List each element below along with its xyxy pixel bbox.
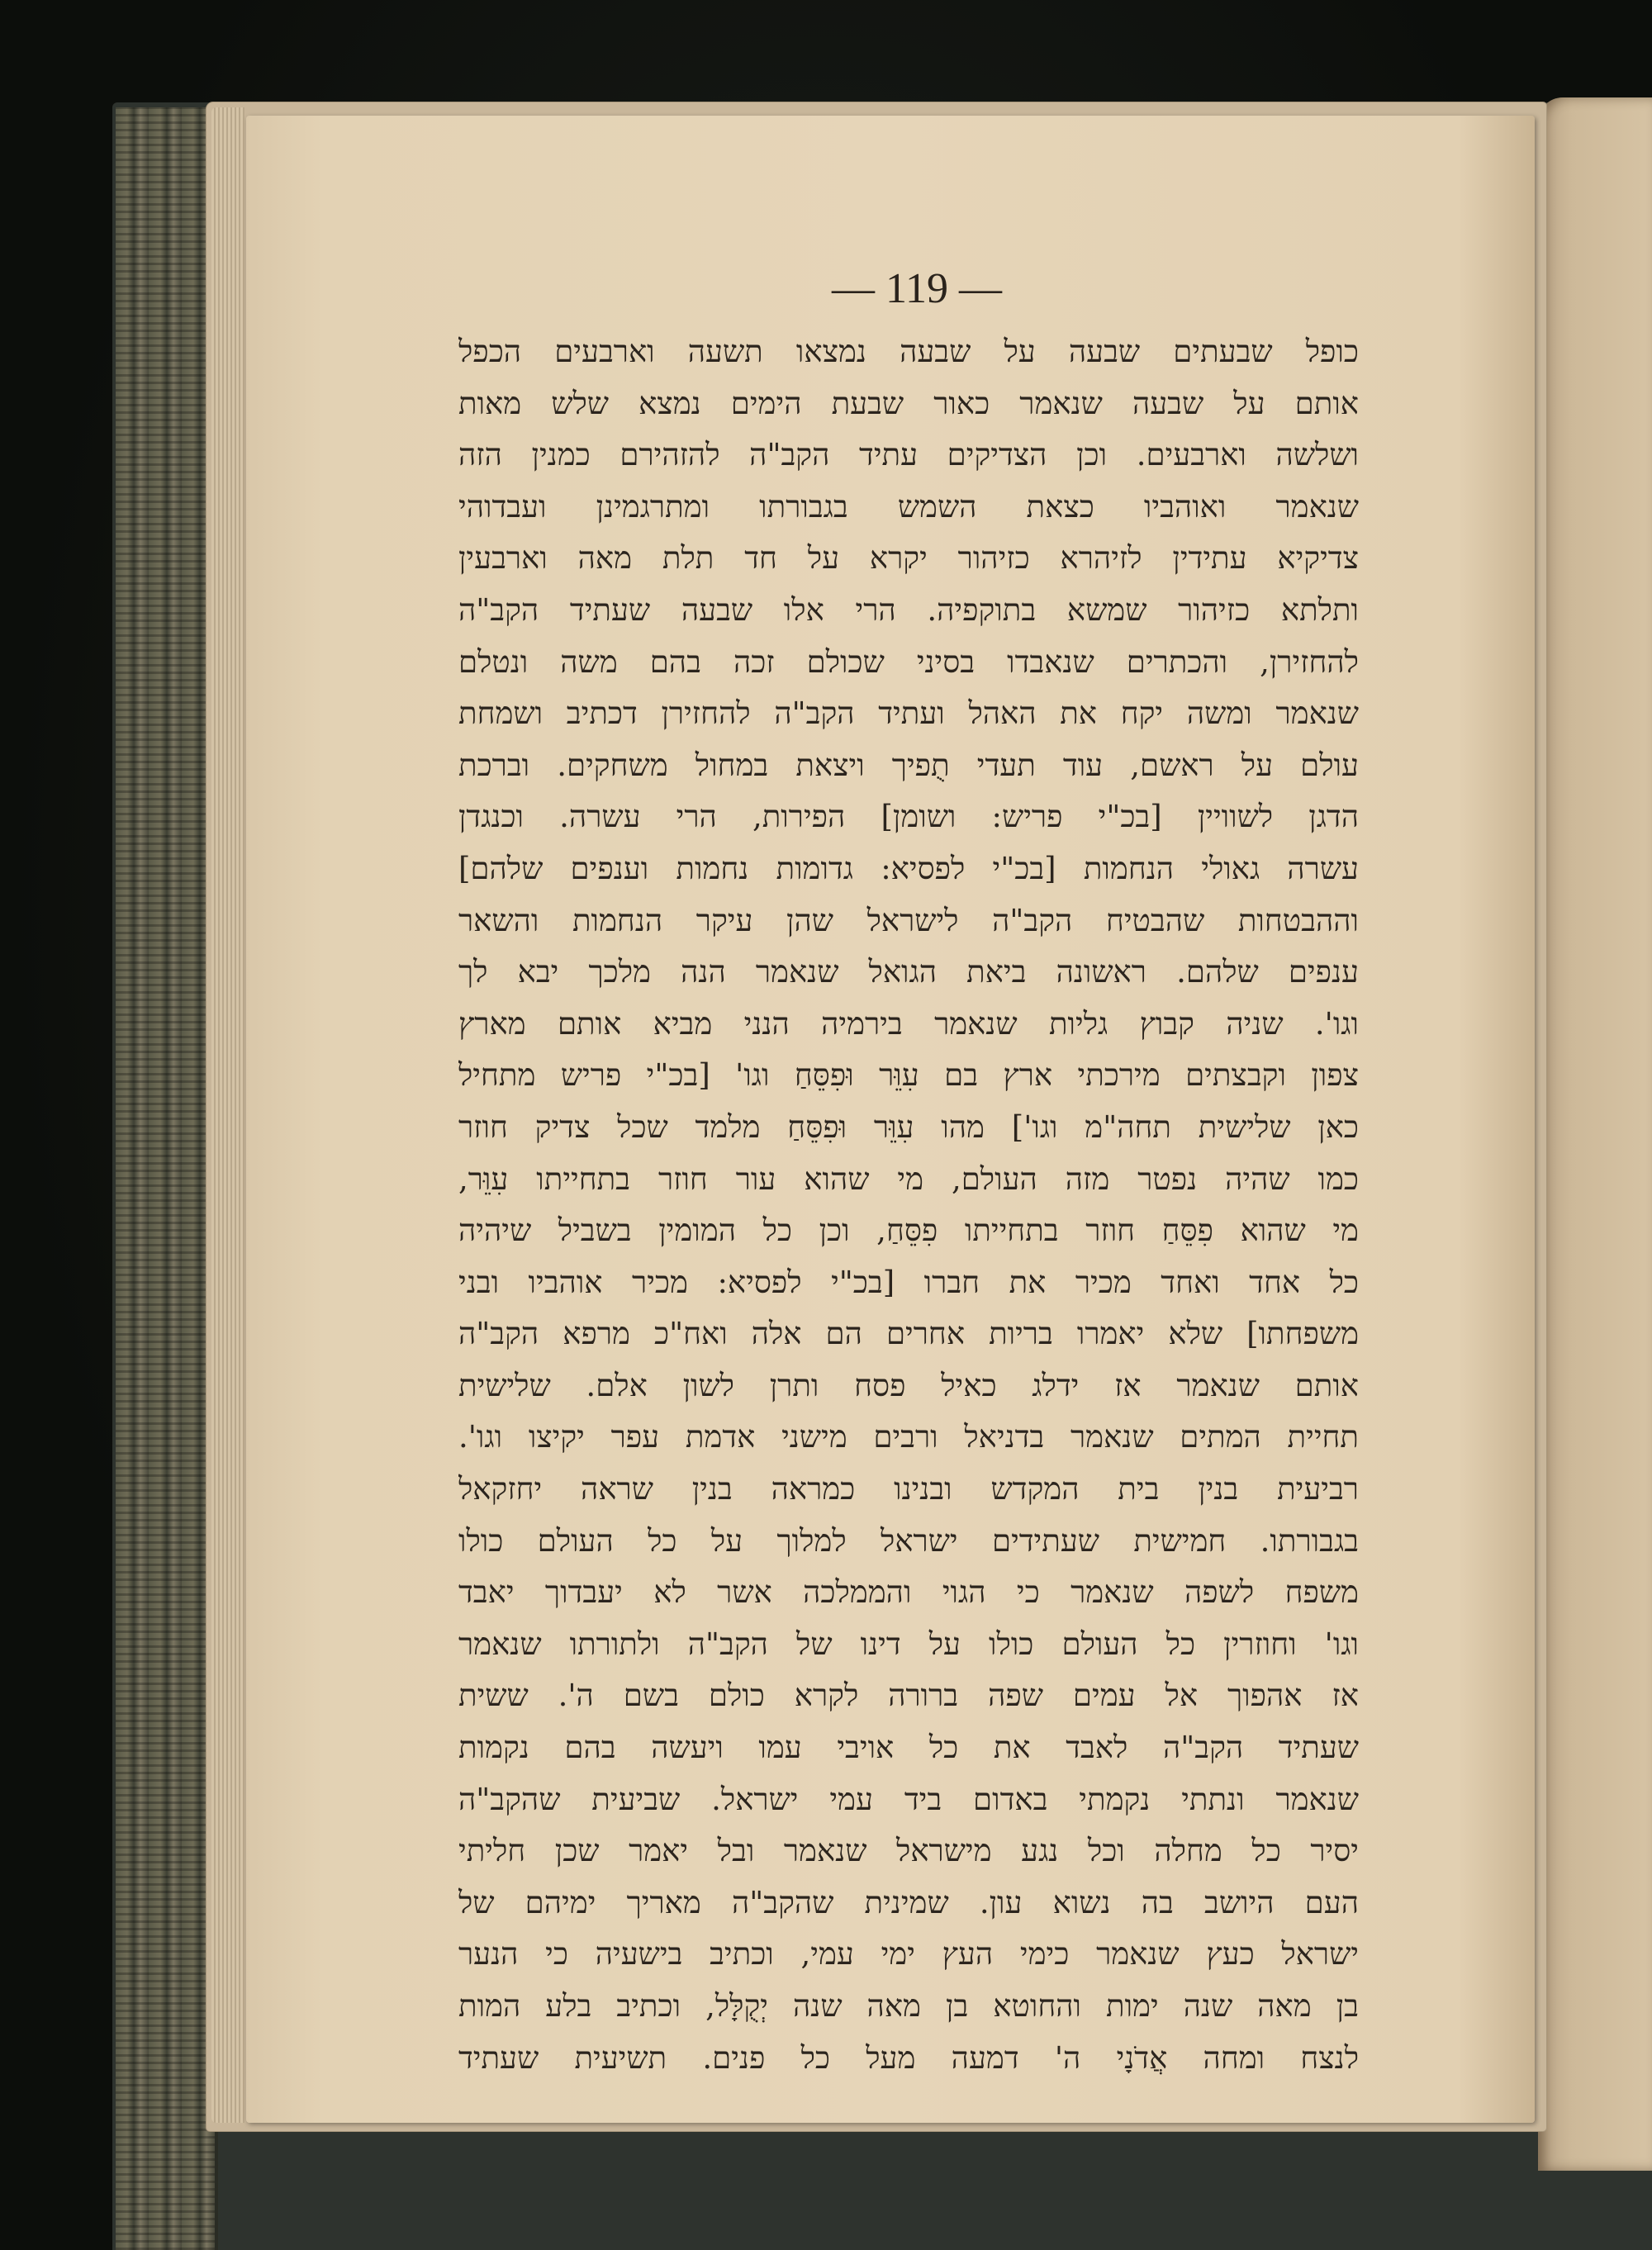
text-line: להחזירן, והכתרים שנאבדו בסיני שכולם זכה בהם משה ונטלם <box>458 643 1359 680</box>
text-line: ענפים שלהם. ראשונה ביאת הגואל שנאמר הנה מלכך יבא לך <box>458 954 1359 990</box>
text-line: וגו' וחוזרין כל העולם כולו על דינו של הקב"ה ולתורתו שנאמר <box>458 1626 1359 1662</box>
page-number: — 119 — <box>831 265 1003 312</box>
text-line: העם היושב בה נשוא עון. שמינית שהקב"ה מאריך ימיהם של <box>458 1884 1359 1920</box>
text-line: הדגן לשוויין [בכ"י פריש: ושומן] הפירות, הרי עשרה. וכנגדן <box>458 799 1359 835</box>
text-line: שנאמר ומשה יקח את האהל ועתיד הקב"ה להחזירן דכתיב ושמחת <box>458 695 1359 732</box>
text-line: משפח לשפה שנאמר כי הגוי והממלכה אשר לא יעבדוך יאבד <box>458 1574 1359 1611</box>
hebrew-text-block <box>458 326 1359 2084</box>
text-line: צפון וקבצתים מירכתי ארץ בם עִוֵּר וּפִסֵּחַ וגו' [בכ"י פריש מתחיל <box>458 1057 1359 1094</box>
book-spine-binding <box>116 107 218 2250</box>
text-line: ושלשה וארבעים. וכן הצדיקים עתיד הקב"ה להזהירם כמנין הזה <box>458 437 1359 473</box>
page-stack-edge <box>211 107 244 2123</box>
text-line: משפחתו] שלא יאמרו בריות אחרים הם אלה ואח"כ מרפא הקב"ה <box>458 1316 1359 1352</box>
text-line: עולם על ראשם, עוד תעדי תֻפיך ויצאת במחול משחקים. וברכת <box>458 747 1359 783</box>
text-line: בן מאה שנה ימות והחוטא בן מאה שנה יְקֻלָּל, וכתיב בלע המות <box>458 1988 1359 2024</box>
text-line: לנצח ומחה אֲדֹנָי ה' דמעה מעל כל פנים. תשיעית שעתיד <box>458 2039 1359 2076</box>
text-line: ישראל כעץ שנאמר כימי העץ ימי עמי, וכתיב בישעיה כי הנער <box>458 1936 1359 1972</box>
text-line: רביעית בנין בית המקדש ובנינו כמראה בנין שראה יחזקאל <box>458 1471 1359 1507</box>
text-line: שנאמר ונתתי נקמתי באדום ביד עמי ישראל. שביעית שהקב"ה <box>458 1781 1359 1817</box>
text-line: כופל שבעתים שבעה על שבעה נמצאו תשעה וארבעים הכפל <box>458 334 1359 369</box>
text-line: אותם שנאמר אז ידלג כאיל פסח ותרן לשון אלם. שלישית <box>458 1367 1359 1403</box>
text-line: ותלתא כזיהור שמשא בתוקפיה. הרי אלו שבעה שעתיד הקב"ה <box>458 591 1359 628</box>
text-line: כמו שהיה נפטר מזה העולם, מי שהוא עור חוזר בתחייתו עִוֵּר, <box>458 1161 1359 1197</box>
text-line: אז אהפוך אל עמים שפה ברורה לקרא כולם בשם ה'. ששית <box>458 1678 1359 1714</box>
text-line: עשרה גאולי הנחמות [בכ"י לפסיא: גדומות נחמות וענפים שלהם] <box>458 850 1359 886</box>
facing-page-edge <box>1538 97 1652 2171</box>
text-line: צדיקיא עתידין לזיהרא כזיהור יקרא על חד תלת מאה וארבעין <box>458 540 1359 577</box>
text-line: אותם על שבעה שנאמר כאור שבעת הימים נמצא שלש מאות <box>458 385 1359 421</box>
text-line: בגבורתו. חמישית שעתידים ישראל למלוך על כל העולם כולו <box>458 1522 1359 1559</box>
text-line: כל אחד ואחד מכיר את חברו [בכ"י לפסיא: מכיר אוהביו ובני <box>458 1264 1359 1300</box>
text-line: שנאמר ואוהביו כצאת השמש בגבורתו ומתרגמינן ועבדוהי <box>458 488 1359 525</box>
text-line: תחיית המתים שנאמר בדניאל ורבים מישני אדמת עפר יקיצו וגו'. <box>458 1419 1359 1455</box>
text-line: מי שהוא פִסֵּחַ חוזר בתחייתו פִסֵּחַ, וכן כל המומין בשביל שיהיה <box>458 1213 1359 1249</box>
text-line: שעתיד הקב"ה לאבד את כל אויבי עמו ויעשה בהם נקמות <box>458 1730 1359 1766</box>
text-line: וגו'. שניה קבוץ גליות שנאמר בירמיה הנני מביא אותם מארץ <box>458 1005 1359 1042</box>
text-line: יסיר כל מחלה וכל נגע מישראל שנאמר ובל יאמר שכן חליתי <box>458 1833 1359 1869</box>
text-line: וההבטחות שהבטיח הקב"ה לישראל שהן עיקר הנחמות והשאר <box>458 902 1359 938</box>
text-line: כאן שלישית תחה"מ וגו'] מהו עִוֵּר וּפִסֵּחַ מלמד שכל צדיק חוזר <box>458 1108 1359 1145</box>
